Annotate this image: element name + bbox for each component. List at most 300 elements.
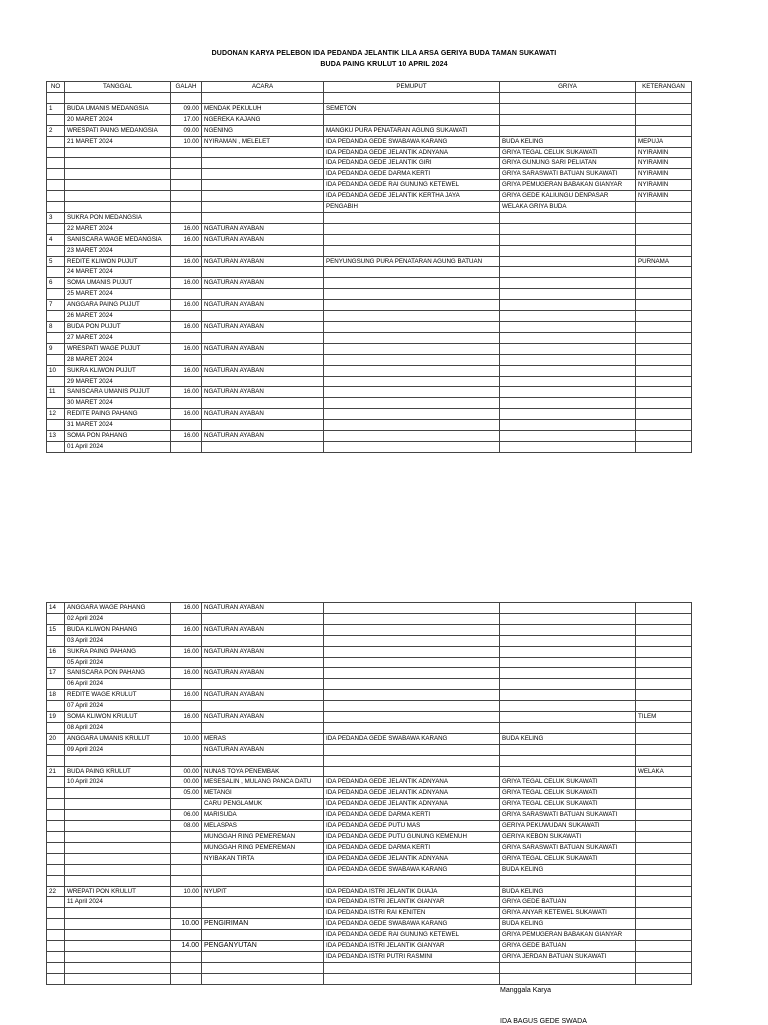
- cell-col-tanggal: SOMA KLIWON KRULUT: [65, 712, 171, 723]
- cell-col-galah: [171, 951, 202, 962]
- cell-col-griya: [500, 398, 636, 409]
- cell-col-griya: [500, 343, 636, 354]
- cell-col-griya: [500, 267, 636, 278]
- table-row: [47, 256, 692, 267]
- cell-col-acara: [202, 354, 324, 365]
- cell-col-no: [47, 114, 65, 125]
- cell-col-keterangan: [636, 212, 692, 223]
- cell-col-griya: [500, 668, 636, 679]
- cell-col-pemuput: [324, 387, 500, 398]
- table-row: [47, 322, 692, 333]
- table-row: [47, 169, 692, 180]
- cell-col-galah: 09.00: [171, 103, 202, 114]
- cell-col-tanggal: [65, 810, 171, 821]
- cell-col-acara: NGATURAN AYABAN: [202, 223, 324, 234]
- cell-col-griya: [500, 722, 636, 733]
- cell-col-no: [47, 657, 65, 668]
- cell-col-pemuput: [324, 431, 500, 442]
- cell-col-tanggal: BUDA KLIWON PAHANG: [65, 624, 171, 635]
- cell-col-pemuput: IDA PEDANDA GEDE DARMA KERTI: [324, 169, 500, 180]
- cell-col-no: [47, 864, 65, 875]
- cell-col-tanggal: [65, 973, 171, 984]
- cell-col-galah: 16.00: [171, 300, 202, 311]
- cell-col-acara: [202, 191, 324, 202]
- cell-col-acara: NGATURAN AYABAN: [202, 744, 324, 755]
- cell-col-no: [47, 951, 65, 962]
- cell-col-pemuput: [324, 679, 500, 690]
- cell-col-pemuput: [324, 354, 500, 365]
- cell-col-griya: [500, 234, 636, 245]
- cell-col-no: [47, 289, 65, 300]
- cell-col-pemuput: [324, 668, 500, 679]
- cell-col-griya: GERIYA KEBON SUKAWATI: [500, 832, 636, 843]
- cell-col-acara: MESESALIN , MULANG PANCA DATU: [202, 777, 324, 788]
- cell-col-tanggal: BUDA UMANIS MEDANGSIA: [65, 103, 171, 114]
- table-row: [47, 613, 692, 624]
- cell-col-acara: [202, 332, 324, 343]
- table-row: [47, 409, 692, 420]
- cell-col-galah: [171, 245, 202, 256]
- cell-col-tanggal: 24 MARET 2024: [65, 267, 171, 278]
- cell-col-acara: [202, 398, 324, 409]
- table-row: [47, 832, 692, 843]
- cell-col-no: [47, 973, 65, 984]
- cell-col-griya: [500, 875, 636, 886]
- cell-col-acara: NYIRAMAN , MELELET: [202, 136, 324, 147]
- cell-col-no: 12: [47, 409, 65, 420]
- cell-col-griya: [500, 973, 636, 984]
- cell-col-keterangan: [636, 657, 692, 668]
- cell-col-keterangan: [636, 821, 692, 832]
- cell-col-no: [47, 420, 65, 431]
- table-row: [47, 343, 692, 354]
- cell-col-griya: GRIYA PEMUGERAN BABAKAN GIANYAR: [500, 180, 636, 191]
- cell-col-acara: NGATURAN AYABAN: [202, 646, 324, 657]
- table-row: [47, 864, 692, 875]
- cell-col-pemuput: IDA PEDANDA GEDE SWABAWA KARANG: [324, 919, 500, 930]
- cell-col-acara: NGATURAN AYABAN: [202, 278, 324, 289]
- cell-col-tanggal: SANISCARA PON PAHANG: [65, 668, 171, 679]
- cell-col-galah: 16.00: [171, 646, 202, 657]
- cell-col-no: [47, 136, 65, 147]
- cell-col-griya: [500, 962, 636, 973]
- cell-col-keterangan: [636, 777, 692, 788]
- cell-col-no: [47, 777, 65, 788]
- cell-col-pemuput: [324, 624, 500, 635]
- cell-col-no: 19: [47, 712, 65, 723]
- cell-col-griya: [500, 278, 636, 289]
- cell-col-pemuput: IDA PEDANDA GEDE JELANTIK ADNYANA: [324, 777, 500, 788]
- cell-col-keterangan: [636, 744, 692, 755]
- cell-col-griya: GRIYA TEGAL CELUK SUKAWATI: [500, 147, 636, 158]
- cell-col-tanggal: 11 April 2024: [65, 897, 171, 908]
- cell-col-no: [47, 93, 65, 104]
- cell-col-griya: [500, 755, 636, 766]
- cell-col-tanggal: 08 April 2024: [65, 722, 171, 733]
- cell-col-no: [47, 897, 65, 908]
- cell-col-pemuput: IDA PEDANDA GEDE DARMA KERTI: [324, 842, 500, 853]
- table-row: [47, 842, 692, 853]
- table-row: [47, 420, 692, 431]
- cell-col-griya: BUDA KELING: [500, 733, 636, 744]
- cell-col-pemuput: [324, 646, 500, 657]
- table-row: [47, 668, 692, 679]
- cell-col-tanggal: [65, 842, 171, 853]
- cell-col-acara: NGATURAN AYABAN: [202, 256, 324, 267]
- cell-col-galah: [171, 398, 202, 409]
- cell-col-no: 10: [47, 365, 65, 376]
- cell-col-galah: [171, 147, 202, 158]
- cell-col-galah: [171, 701, 202, 712]
- cell-col-griya: [500, 114, 636, 125]
- cell-col-griya: GRIYA TEGAL CELUK SUKAWATI: [500, 799, 636, 810]
- table-row: [47, 679, 692, 690]
- table-row: [47, 788, 692, 799]
- cell-col-acara: NGATURAN AYABAN: [202, 668, 324, 679]
- cell-col-tanggal: [65, 941, 171, 952]
- cell-col-griya: [500, 712, 636, 723]
- cell-col-galah: [171, 212, 202, 223]
- cell-col-acara: MENDAK PEKULUH: [202, 103, 324, 114]
- cell-col-no: [47, 821, 65, 832]
- cell-col-tanggal: [65, 930, 171, 941]
- cell-col-tanggal: [65, 158, 171, 169]
- cell-col-galah: 16.00: [171, 256, 202, 267]
- cell-col-keterangan: [636, 875, 692, 886]
- table-row: [47, 234, 692, 245]
- table-row: [47, 821, 692, 832]
- cell-col-acara: [202, 755, 324, 766]
- cell-col-no: 2: [47, 125, 65, 136]
- schedule-table-part-1: [46, 81, 692, 453]
- cell-col-griya: [500, 409, 636, 420]
- cell-col-galah: [171, 930, 202, 941]
- cell-col-keterangan: [636, 420, 692, 431]
- cell-col-galah: [171, 755, 202, 766]
- document-subtitle: BUDA PAING KRULUT 10 APRIL 2024: [320, 61, 448, 68]
- cell-col-galah: [171, 635, 202, 646]
- cell-col-no: 1: [47, 103, 65, 114]
- cell-col-keterangan: NYIRAMIN: [636, 191, 692, 202]
- cell-col-no: 21: [47, 766, 65, 777]
- cell-col-pemuput: [324, 398, 500, 409]
- cell-col-keterangan: [636, 93, 692, 104]
- cell-col-tanggal: SUKRA KLIWON PUJUT: [65, 365, 171, 376]
- cell-col-acara: MUNGGAH RING PEMEREMAN: [202, 842, 324, 853]
- cell-col-griya: [500, 701, 636, 712]
- cell-col-no: [47, 332, 65, 343]
- cell-col-keterangan: [636, 951, 692, 962]
- schedule-table-part-2: [46, 602, 692, 985]
- table-row: [47, 354, 692, 365]
- table-row: [47, 733, 692, 744]
- cell-col-galah: 16.00: [171, 624, 202, 635]
- cell-col-tanggal: [65, 799, 171, 810]
- cell-col-tanggal: 26 MARET 2024: [65, 311, 171, 322]
- cell-col-keterangan: TILEM: [636, 712, 692, 723]
- cell-col-acara: NGATURAN AYABAN: [202, 343, 324, 354]
- cell-col-no: [47, 635, 65, 646]
- cell-col-no: [47, 169, 65, 180]
- cell-col-no: [47, 853, 65, 864]
- cell-col-griya: [500, 376, 636, 387]
- cell-col-pemuput: MANGKU PURA PENATARAN AGUNG SUKAWATI: [324, 125, 500, 136]
- cell-col-pemuput: [324, 690, 500, 701]
- cell-col-tanggal: 27 MARET 2024: [65, 332, 171, 343]
- cell-col-no: [47, 202, 65, 213]
- cell-col-acara: [202, 951, 324, 962]
- cell-col-acara: NGATURAN AYABAN: [202, 300, 324, 311]
- cell-col-griya: [500, 125, 636, 136]
- cell-col-no: 22: [47, 886, 65, 897]
- cell-col-pemuput: [324, 322, 500, 333]
- cell-col-tanggal: 25 MARET 2024: [65, 289, 171, 300]
- cell-col-acara: PENGIRIMAN: [202, 919, 324, 930]
- table-row: [47, 657, 692, 668]
- cell-col-tanggal: BUDA PON PUJUT: [65, 322, 171, 333]
- cell-col-tanggal: REDITE PAING PAHANG: [65, 409, 171, 420]
- cell-col-no: [47, 962, 65, 973]
- cell-col-griya: [500, 624, 636, 635]
- header-col-tanggal: TANGGAL: [65, 82, 171, 93]
- cell-col-griya: BUDA KELING: [500, 864, 636, 875]
- cell-col-galah: [171, 722, 202, 733]
- cell-col-pemuput: PENYUNGSUNG PURA PENATARAN AGUNG BATUAN: [324, 256, 500, 267]
- cell-col-acara: [202, 613, 324, 624]
- cell-col-griya: [500, 387, 636, 398]
- cell-col-keterangan: [636, 300, 692, 311]
- cell-col-tanggal: 23 MARET 2024: [65, 245, 171, 256]
- cell-col-griya: [500, 744, 636, 755]
- table-row: [47, 311, 692, 322]
- cell-col-griya: GERIYA PEKUWUDAN SUKAWATI: [500, 821, 636, 832]
- cell-col-acara: [202, 635, 324, 646]
- cell-col-griya: [500, 646, 636, 657]
- header-col-no: NO: [47, 82, 65, 93]
- cell-col-griya: [500, 212, 636, 223]
- cell-col-no: [47, 679, 65, 690]
- cell-col-tanggal: [65, 908, 171, 919]
- cell-col-keterangan: [636, 788, 692, 799]
- cell-col-no: [47, 941, 65, 952]
- cell-col-griya: [500, 420, 636, 431]
- cell-col-keterangan: [636, 810, 692, 821]
- cell-col-acara: MUNGGAH RING PEMEREMAN: [202, 832, 324, 843]
- cell-col-tanggal: [65, 821, 171, 832]
- cell-col-acara: [202, 722, 324, 733]
- cell-col-pemuput: IDA PEDANDA ISTRI JELANTIK DUAJA: [324, 886, 500, 897]
- cell-col-keterangan: [636, 897, 692, 908]
- cell-col-galah: [171, 332, 202, 343]
- cell-col-tanggal: 01 April 2024: [65, 441, 171, 452]
- cell-col-pemuput: PENGABIH: [324, 202, 500, 213]
- cell-col-acara: [202, 93, 324, 104]
- cell-col-griya: [500, 613, 636, 624]
- table-row: [47, 962, 692, 973]
- cell-col-no: [47, 180, 65, 191]
- cell-col-griya: [500, 93, 636, 104]
- table-row: [47, 755, 692, 766]
- cell-col-no: 3: [47, 212, 65, 223]
- cell-col-galah: [171, 799, 202, 810]
- cell-col-galah: 16.00: [171, 365, 202, 376]
- table-row: [47, 919, 692, 930]
- cell-col-tanggal: 06 April 2024: [65, 679, 171, 690]
- cell-col-tanggal: ANGGARA PAING PUJUT: [65, 300, 171, 311]
- cell-col-pemuput: [324, 223, 500, 234]
- cell-col-no: [47, 223, 65, 234]
- cell-col-acara: [202, 962, 324, 973]
- cell-col-keterangan: [636, 679, 692, 690]
- cell-col-keterangan: [636, 332, 692, 343]
- cell-col-pemuput: IDA PEDANDA GEDE JELANTIK ADNYANA: [324, 853, 500, 864]
- cell-col-griya: GRIYA GUNUNG SARI PELIATAN: [500, 158, 636, 169]
- table-row: [47, 180, 692, 191]
- cell-col-galah: [171, 864, 202, 875]
- cell-col-galah: [171, 744, 202, 755]
- cell-col-griya: WELAKA GRIYA BUDA: [500, 202, 636, 213]
- cell-col-no: 18: [47, 690, 65, 701]
- cell-col-griya: GRIYA TEGAL CELUK SUKAWATI: [500, 777, 636, 788]
- cell-col-acara: [202, 864, 324, 875]
- table-row: [47, 441, 692, 452]
- cell-col-keterangan: [636, 733, 692, 744]
- cell-col-griya: GRIYA ANYAR KETEWEL SUKAWATI: [500, 908, 636, 919]
- table-row: [47, 158, 692, 169]
- cell-col-galah: 16.00: [171, 223, 202, 234]
- cell-col-acara: [202, 420, 324, 431]
- cell-col-galah: 09.00: [171, 125, 202, 136]
- cell-col-pemuput: IDA PEDANDA GEDE PUTU MAS: [324, 821, 500, 832]
- cell-col-galah: [171, 202, 202, 213]
- cell-col-acara: [202, 212, 324, 223]
- cell-col-tanggal: WREPATI PON KRULUT: [65, 886, 171, 897]
- cell-col-griya: BUDA KELING: [500, 919, 636, 930]
- cell-col-pemuput: IDA PEDANDA ISTRI JELANTIK GIANYAR: [324, 941, 500, 952]
- cell-col-pemuput: [324, 311, 500, 322]
- cell-col-pemuput: [324, 289, 500, 300]
- cell-col-acara: NGATURAN AYABAN: [202, 234, 324, 245]
- cell-col-no: [47, 398, 65, 409]
- cell-col-pemuput: IDA PEDANDA GEDE JELANTIK ADNYANA: [324, 147, 500, 158]
- cell-col-tanggal: [65, 202, 171, 213]
- cell-col-no: [47, 908, 65, 919]
- cell-col-keterangan: [636, 690, 692, 701]
- cell-col-tanggal: SUKRA PAING PAHANG: [65, 646, 171, 657]
- cell-col-keterangan: [636, 431, 692, 442]
- table-row: [47, 191, 692, 202]
- cell-col-keterangan: [636, 864, 692, 875]
- table-row: [47, 300, 692, 311]
- cell-col-tanggal: [65, 755, 171, 766]
- cell-col-galah: 16.00: [171, 431, 202, 442]
- cell-col-no: [47, 311, 65, 322]
- cell-col-tanggal: SUKRA PON MEDANGSIA: [65, 212, 171, 223]
- table-row: [47, 951, 692, 962]
- cell-col-tanggal: 21 MARET 2024: [65, 136, 171, 147]
- cell-col-galah: [171, 679, 202, 690]
- cell-col-acara: [202, 245, 324, 256]
- cell-col-keterangan: [636, 832, 692, 843]
- cell-col-pemuput: [324, 300, 500, 311]
- cell-col-galah: 16.00: [171, 603, 202, 614]
- cell-col-pemuput: [324, 603, 500, 614]
- cell-col-griya: GRIYA JERDAN BATUAN SUKAWATI: [500, 951, 636, 962]
- cell-col-no: [47, 930, 65, 941]
- cell-col-keterangan: [636, 103, 692, 114]
- cell-col-galah: [171, 420, 202, 431]
- cell-col-no: [47, 441, 65, 452]
- cell-col-acara: [202, 267, 324, 278]
- signature-role: Manggala Karya: [500, 987, 551, 994]
- cell-col-tanggal: WRESPATI PAING MEDANGSIA: [65, 125, 171, 136]
- cell-col-pemuput: [324, 766, 500, 777]
- cell-col-no: 17: [47, 668, 65, 679]
- cell-col-pemuput: SEMETON: [324, 103, 500, 114]
- cell-col-pemuput: IDA PEDANDA GEDE SWABAWA KARANG: [324, 864, 500, 875]
- cell-col-tanggal: REDITE WAGE KRULUT: [65, 690, 171, 701]
- cell-col-tanggal: SOMA PON PAHANG: [65, 431, 171, 442]
- cell-col-galah: [171, 311, 202, 322]
- cell-col-galah: 00.00: [171, 777, 202, 788]
- cell-col-tanggal: [65, 951, 171, 962]
- cell-col-pemuput: IDA PEDANDA GEDE JELANTIK KERTHA JAYA: [324, 191, 500, 202]
- cell-col-tanggal: [65, 788, 171, 799]
- cell-col-keterangan: [636, 234, 692, 245]
- cell-col-keterangan: WELAKA: [636, 766, 692, 777]
- cell-col-no: 8: [47, 322, 65, 333]
- cell-col-keterangan: [636, 919, 692, 930]
- cell-col-no: [47, 245, 65, 256]
- cell-col-acara: [202, 679, 324, 690]
- cell-col-galah: [171, 376, 202, 387]
- table-row: [47, 93, 692, 104]
- cell-col-griya: [500, 690, 636, 701]
- cell-col-griya: [500, 354, 636, 365]
- table-row: [47, 431, 692, 442]
- table-row: [47, 114, 692, 125]
- table-row: [47, 712, 692, 723]
- signature-name: IDA BAGUS GEDE SWADA: [500, 1018, 587, 1025]
- cell-col-pemuput: IDA PEDANDA GEDE SWABAWA KARANG: [324, 733, 500, 744]
- cell-col-pemuput: IDA PEDANDA ISTRI JELANTIK GIANYAR: [324, 897, 500, 908]
- cell-col-keterangan: [636, 962, 692, 973]
- cell-col-galah: 08.00: [171, 821, 202, 832]
- cell-col-griya: GRIYA TEGAL CELUK SUKAWATI: [500, 853, 636, 864]
- cell-col-acara: [202, 311, 324, 322]
- cell-col-galah: [171, 180, 202, 191]
- cell-col-acara: [202, 202, 324, 213]
- header-col-galah: GALAH: [171, 82, 202, 93]
- cell-col-griya: [500, 431, 636, 442]
- cell-col-acara: [202, 158, 324, 169]
- cell-col-griya: GRIYA PEMUGERAN BABAKAN GIANYAR: [500, 930, 636, 941]
- cell-col-tanggal: [65, 147, 171, 158]
- cell-col-acara: MELASPAS: [202, 821, 324, 832]
- cell-col-pemuput: [324, 755, 500, 766]
- table-row: [47, 777, 692, 788]
- cell-col-acara: NGATURAN AYABAN: [202, 712, 324, 723]
- cell-col-acara: [202, 973, 324, 984]
- cell-col-tanggal: [65, 919, 171, 930]
- cell-col-no: 11: [47, 387, 65, 398]
- cell-col-no: [47, 755, 65, 766]
- cell-col-pemuput: [324, 267, 500, 278]
- table-row: [47, 202, 692, 213]
- table-row: [47, 103, 692, 114]
- cell-col-keterangan: [636, 398, 692, 409]
- cell-col-tanggal: REDITE KLIWON PUJUT: [65, 256, 171, 267]
